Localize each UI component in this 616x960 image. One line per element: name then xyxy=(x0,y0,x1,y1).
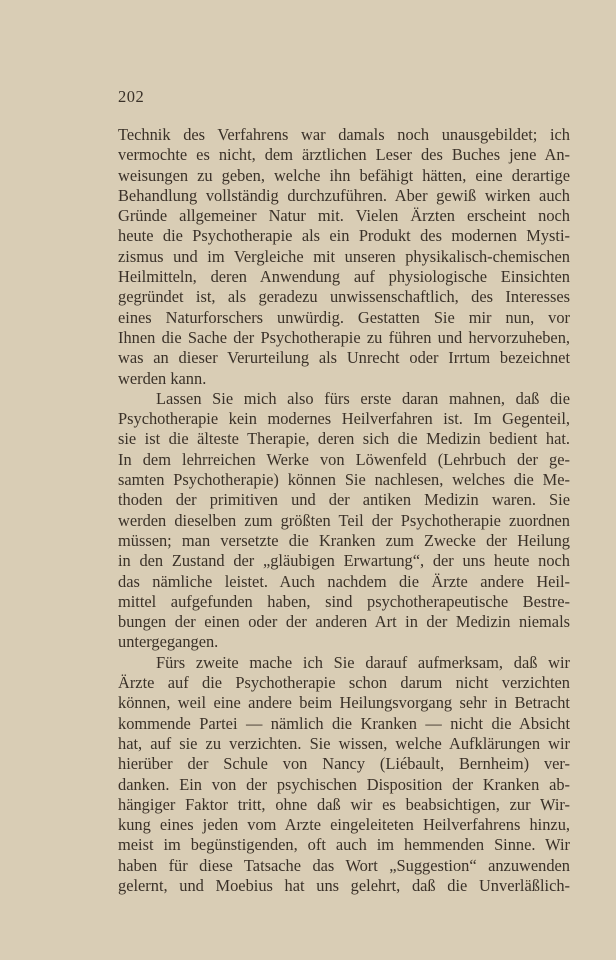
text-line: samten Psychotherapie) können Sie nachlesen, welches die Me- xyxy=(118,470,570,490)
text-line: gelernt, und Moebius hat uns gelehrt, daß die Unverläßlich- xyxy=(118,875,570,895)
text-line: weisungen zu geben, welche ihn befähigt hätten, eine derartige xyxy=(118,165,570,185)
text-line: Psychotherapie kein modernes Heilverfahren ist. Im Gegenteil, xyxy=(118,409,570,429)
text-line: Behandlung vollständig durchzuführen. Aber gewiß wirken auch xyxy=(118,185,570,205)
text-line: Fürs zweite mache ich Sie darauf aufmerksam, daß wir xyxy=(156,652,570,672)
text-line: In dem lehrreichen Werke von Löwenfeld (Lehrbuch der ge- xyxy=(118,449,570,469)
text-line: Ärzte auf die Psychotherapie schon darum nicht verzichten xyxy=(118,673,570,693)
text-line: hängiger Faktor tritt, ohne daß wir es beabsichtigen, zur Wir- xyxy=(118,794,570,814)
text-line: vermochte es nicht, dem ärztlichen Leser des Buches jene An- xyxy=(118,145,570,165)
text-line: hierüber der Schule von Nancy (Liébault, Bernheim) ver- xyxy=(118,754,570,774)
text-line: eines Naturforschers unwürdig. Gestatten Sie mir nun, vor xyxy=(118,307,570,327)
page-number: 202 xyxy=(118,87,145,106)
text-line: gegründet ist, als geradezu unwissenschaftlich, des Interesses xyxy=(118,287,570,307)
text-line: Heilmitteln, deren Anwendung auf physiologische Einsichten xyxy=(118,267,570,287)
text-line: Ihnen die Sache der Psychotherapie zu führen und hervorzuheben, xyxy=(118,327,570,347)
text-line: zismus und im Vergleiche mit unseren physikalisch-chemischen xyxy=(118,246,570,266)
body-text xyxy=(118,125,570,896)
text-line: müssen; man versetzte die Kranken zum Zwecke der Heilung xyxy=(118,530,570,550)
text-line: thoden der primitiven und der antiken Medizin waren. Sie xyxy=(118,490,570,510)
text-line: Lassen Sie mich also fürs erste daran mahnen, daß die xyxy=(156,388,570,408)
text-line: mittel aufgefunden haben, sind psychotherapeutische Bestre- xyxy=(118,591,570,611)
text-line: hat, auf sie zu verzichten. Sie wissen, welche Aufklärungen wir xyxy=(118,733,570,753)
text-line: Gründe allgemeiner Natur mit. Vielen Ärzten erscheint noch xyxy=(118,206,570,226)
text-line: untergegangen. xyxy=(118,632,219,652)
text-line: was an dieser Verurteilung als Unrecht oder Irrtum bezeichnet xyxy=(118,348,570,368)
text-line: in den Zustand der „gläubigen Erwartung“, der uns heute noch xyxy=(118,551,570,571)
text-line: meist im begünstigenden, oft auch im hemmenden Sinne. Wir xyxy=(118,835,570,855)
text-line: werden dieselben zum größten Teil der Psychotherapie zuordnen xyxy=(118,510,570,530)
text-line: werden kann. xyxy=(118,368,207,388)
text-line: kommende Partei — nämlich die Kranken — nicht die Absicht xyxy=(118,713,570,733)
text-line: sie ist die älteste Therapie, deren sich die Medizin bedient hat. xyxy=(118,429,570,449)
text-line: das nämliche leistet. Auch nachdem die Ärzte andere Heil- xyxy=(118,571,570,591)
text-line: bungen der einen oder der anderen Art in der Medizin niemals xyxy=(118,612,570,632)
text-line: haben für diese Tatsache das Wort „Suggestion“ anzuwenden xyxy=(118,855,570,875)
text-line: heute die Psychotherapie als ein Produkt des modernen Mysti- xyxy=(118,226,570,246)
text-line: danken. Ein von der psychischen Disposition der Kranken ab- xyxy=(118,774,570,794)
text-line: kung eines jeden vom Arzte eingeleiteten Heilverfahrens hinzu, xyxy=(118,815,570,835)
text-line: Technik des Verfahrens war damals noch unausgebildet; ich xyxy=(118,125,570,144)
text-line: können, weil eine andere beim Heilungsvorgang sehr in Betracht xyxy=(118,693,570,713)
